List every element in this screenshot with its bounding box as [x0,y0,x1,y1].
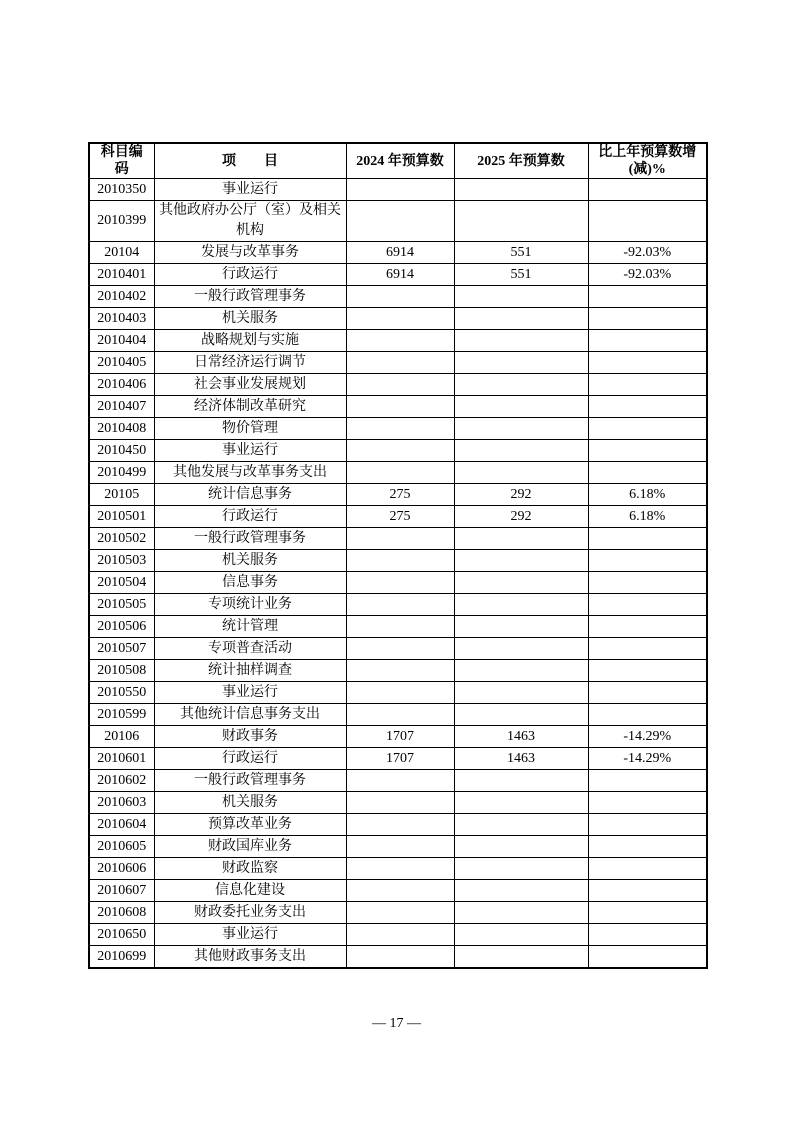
cell-code: 2010350 [89,179,154,201]
cell-y2024 [346,638,454,660]
cell-pct [588,462,707,484]
cell-pct [588,946,707,969]
cell-code: 2010403 [89,308,154,330]
cell-item: 统计管理 [154,616,346,638]
cell-pct [588,286,707,308]
table-row [89,286,707,308]
cell-pct [588,528,707,550]
cell-pct [588,352,707,374]
cell-pct [588,616,707,638]
cell-pct [588,374,707,396]
cell-y2025 [454,902,588,924]
cell-code: 2010606 [89,858,154,880]
cell-code: 2010603 [89,792,154,814]
cell-code: 2010407 [89,396,154,418]
cell-y2025 [454,286,588,308]
cell-pct: -14.29% [588,726,707,748]
cell-item: 其他发展与改革事务支出 [154,462,346,484]
cell-y2025 [454,462,588,484]
table-row [89,572,707,594]
cell-item: 机关服务 [154,792,346,814]
cell-y2025 [454,638,588,660]
cell-item: 预算改革业务 [154,814,346,836]
table-row [89,616,707,638]
cell-y2024: 6914 [346,242,454,264]
cell-code: 2010503 [89,550,154,572]
cell-y2024 [346,440,454,462]
cell-item: 机关服务 [154,550,346,572]
cell-y2024 [346,858,454,880]
cell-item: 信息事务 [154,572,346,594]
cell-code: 2010408 [89,418,154,440]
cell-y2024: 6914 [346,264,454,286]
cell-item: 一般行政管理事务 [154,770,346,792]
column-header-budget-2025: 2025 年预算数 [454,143,588,179]
cell-pct [588,902,707,924]
cell-code: 2010550 [89,682,154,704]
cell-item: 财政国库业务 [154,836,346,858]
cell-y2025 [454,660,588,682]
cell-code: 2010605 [89,836,154,858]
cell-item: 行政运行 [154,748,346,770]
cell-y2024: 275 [346,484,454,506]
cell-code: 2010599 [89,704,154,726]
cell-y2025 [454,836,588,858]
cell-y2025 [454,396,588,418]
cell-pct [588,660,707,682]
cell-item: 一般行政管理事务 [154,528,346,550]
cell-item: 财政委托业务支出 [154,902,346,924]
cell-item: 其他政府办公厅（室）及相关机构 [154,201,346,242]
cell-item: 社会事业发展规划 [154,374,346,396]
cell-item: 行政运行 [154,264,346,286]
cell-y2025: 1463 [454,726,588,748]
cell-code: 2010604 [89,814,154,836]
cell-y2024 [346,836,454,858]
cell-y2025 [454,880,588,902]
cell-item: 信息化建设 [154,880,346,902]
table-row [89,726,707,748]
cell-y2025: 292 [454,506,588,528]
cell-pct [588,418,707,440]
cell-y2024 [346,396,454,418]
cell-y2024 [346,418,454,440]
table-row [89,179,707,201]
cell-y2025 [454,352,588,374]
cell-pct [588,594,707,616]
cell-y2025 [454,814,588,836]
cell-code: 2010507 [89,638,154,660]
cell-pct [588,179,707,201]
cell-pct [588,201,707,242]
cell-y2024 [346,704,454,726]
cell-y2025 [454,792,588,814]
cell-y2025 [454,858,588,880]
cell-y2025: 292 [454,484,588,506]
cell-code: 2010404 [89,330,154,352]
cell-code: 20106 [89,726,154,748]
cell-item: 经济体制改革研究 [154,396,346,418]
table-row [89,462,707,484]
cell-y2024 [346,880,454,902]
cell-item: 机关服务 [154,308,346,330]
cell-y2024 [346,374,454,396]
cell-item: 物价管理 [154,418,346,440]
table-body [89,179,707,969]
cell-code: 2010502 [89,528,154,550]
cell-y2024: 1707 [346,748,454,770]
cell-y2025 [454,616,588,638]
cell-pct: -14.29% [588,748,707,770]
column-header-budget-2024: 2024 年预算数 [346,143,454,179]
table-row [89,704,707,726]
cell-y2024 [346,616,454,638]
column-header-item: 项 目 [154,143,346,179]
cell-y2025 [454,946,588,969]
cell-pct [588,440,707,462]
cell-item: 一般行政管理事务 [154,286,346,308]
cell-pct: -92.03% [588,264,707,286]
cell-item: 统计信息事务 [154,484,346,506]
cell-pct [588,814,707,836]
cell-pct [588,770,707,792]
table-row [89,506,707,528]
table-row [89,748,707,770]
table-row [89,242,707,264]
table-row [89,638,707,660]
cell-y2025: 1463 [454,748,588,770]
cell-y2025 [454,704,588,726]
cell-code: 2010508 [89,660,154,682]
cell-pct [588,572,707,594]
budget-table [88,142,708,969]
cell-pct [588,924,707,946]
table-row [89,374,707,396]
cell-code: 2010501 [89,506,154,528]
cell-code: 2010405 [89,352,154,374]
cell-code: 2010608 [89,902,154,924]
cell-pct [588,638,707,660]
header-row [89,143,707,179]
cell-y2024 [346,594,454,616]
cell-y2024 [346,660,454,682]
cell-y2024 [346,946,454,969]
cell-y2025 [454,550,588,572]
cell-code: 2010607 [89,880,154,902]
cell-y2024 [346,179,454,201]
cell-pct: 6.18% [588,484,707,506]
cell-item: 专项统计业务 [154,594,346,616]
cell-pct [588,836,707,858]
table-row [89,924,707,946]
cell-pct: -92.03% [588,242,707,264]
cell-y2024 [346,902,454,924]
table-row [89,440,707,462]
cell-code: 2010602 [89,770,154,792]
cell-y2025 [454,308,588,330]
table-row [89,594,707,616]
cell-item: 专项普查活动 [154,638,346,660]
cell-code: 2010699 [89,946,154,969]
table-row [89,528,707,550]
cell-y2025 [454,924,588,946]
cell-item: 统计抽样调查 [154,660,346,682]
cell-y2024 [346,814,454,836]
cell-y2025 [454,528,588,550]
cell-item: 其他统计信息事务支出 [154,704,346,726]
cell-item: 日常经济运行调节 [154,352,346,374]
cell-y2025 [454,179,588,201]
cell-y2025 [454,330,588,352]
cell-code: 2010650 [89,924,154,946]
cell-pct [588,880,707,902]
table-row [89,836,707,858]
cell-code: 2010504 [89,572,154,594]
cell-pct [588,792,707,814]
cell-code: 2010506 [89,616,154,638]
table-row [89,550,707,572]
table-row [89,330,707,352]
cell-pct [588,682,707,704]
cell-y2024 [346,550,454,572]
cell-code: 2010399 [89,201,154,242]
cell-item: 事业运行 [154,682,346,704]
cell-y2024 [346,924,454,946]
table-row [89,902,707,924]
cell-pct [588,704,707,726]
table-row [89,770,707,792]
cell-pct [588,858,707,880]
cell-code: 20104 [89,242,154,264]
cell-item: 行政运行 [154,506,346,528]
cell-item: 事业运行 [154,179,346,201]
cell-code: 2010601 [89,748,154,770]
cell-code: 2010402 [89,286,154,308]
cell-code: 2010499 [89,462,154,484]
cell-y2024 [346,462,454,484]
cell-y2024 [346,770,454,792]
cell-item: 财政事务 [154,726,346,748]
cell-y2024 [346,286,454,308]
cell-y2025 [454,418,588,440]
cell-y2024 [346,308,454,330]
cell-y2024 [346,682,454,704]
table-row [89,682,707,704]
cell-code: 2010406 [89,374,154,396]
cell-item: 事业运行 [154,440,346,462]
cell-pct [588,396,707,418]
cell-item: 发展与改革事务 [154,242,346,264]
cell-item: 事业运行 [154,924,346,946]
cell-code: 20105 [89,484,154,506]
cell-code: 2010450 [89,440,154,462]
page-number: — 17 — [372,1016,421,1031]
cell-pct: 6.18% [588,506,707,528]
cell-y2024: 275 [346,506,454,528]
cell-y2025 [454,374,588,396]
cell-y2024 [346,792,454,814]
cell-y2024: 1707 [346,726,454,748]
cell-code: 2010505 [89,594,154,616]
table-row [89,201,707,242]
table-header [89,143,707,179]
cell-item: 其他财政事务支出 [154,946,346,969]
column-header-change-percent: 比上年预算数增(减)% [588,143,707,179]
cell-y2025: 551 [454,242,588,264]
cell-y2024 [346,572,454,594]
cell-y2025: 551 [454,264,588,286]
table-row [89,418,707,440]
cell-code: 2010401 [89,264,154,286]
cell-y2025 [454,201,588,242]
cell-y2025 [454,440,588,462]
table-row [89,792,707,814]
cell-item: 财政监察 [154,858,346,880]
table-row [89,660,707,682]
cell-pct [588,550,707,572]
cell-pct [588,308,707,330]
cell-item: 战略规划与实施 [154,330,346,352]
cell-y2024 [346,352,454,374]
cell-pct [588,330,707,352]
table-row [89,814,707,836]
cell-y2024 [346,528,454,550]
table-row [89,396,707,418]
cell-y2025 [454,594,588,616]
cell-y2025 [454,682,588,704]
table-row [89,880,707,902]
column-header-subject-code: 科目编码 [89,143,154,179]
table-row [89,352,707,374]
cell-y2024 [346,330,454,352]
table-row [89,308,707,330]
cell-y2024 [346,201,454,242]
table-row [89,484,707,506]
table-row [89,858,707,880]
table-row [89,946,707,969]
cell-y2025 [454,572,588,594]
table-row [89,264,707,286]
cell-y2025 [454,770,588,792]
